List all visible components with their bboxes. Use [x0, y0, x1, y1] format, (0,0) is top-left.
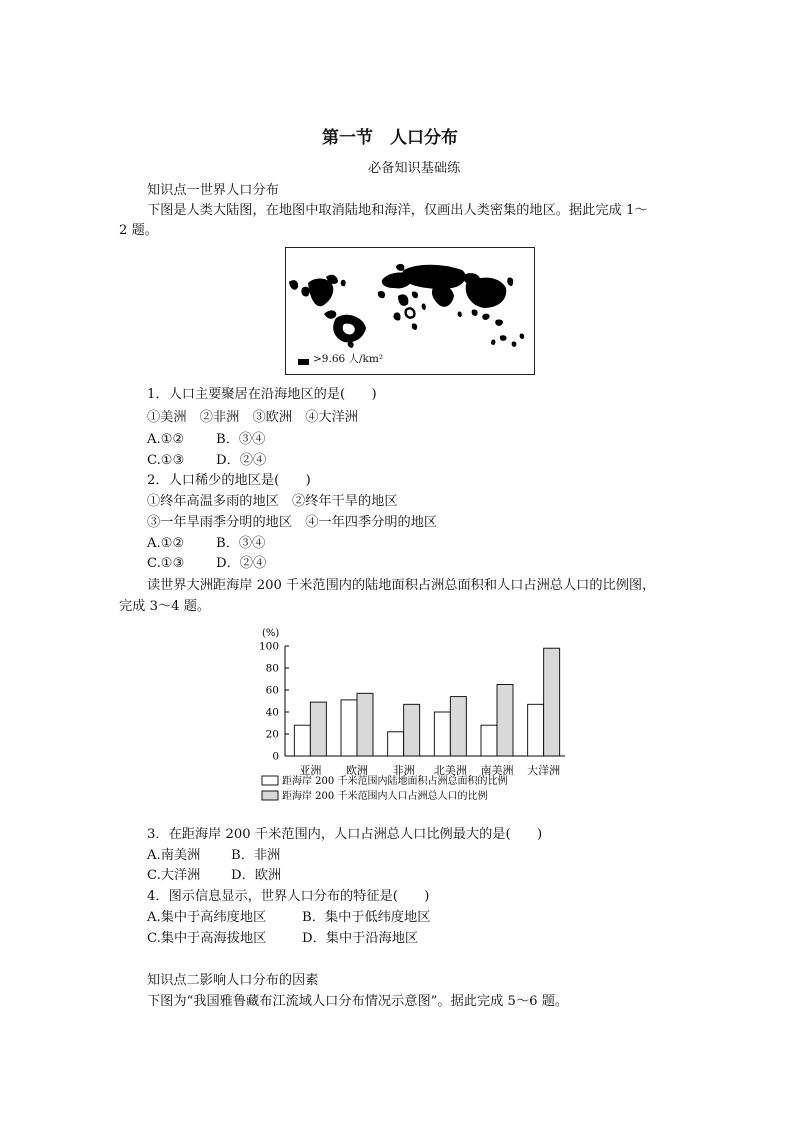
x-category-label: 大洋洲: [527, 764, 561, 777]
page-title: 第一节 人口分布: [322, 128, 458, 148]
x-category-label: 亚洲: [299, 764, 322, 777]
x-category-label: 北美洲: [433, 764, 467, 777]
bar-land-area-4: [481, 725, 497, 756]
question-4-option-b: B．集中于低纬度地区: [302, 910, 431, 925]
coastal-ratio-chart-svg: [250, 622, 580, 817]
y-tick-label: 40: [265, 706, 279, 719]
question-1-stem: 1．人口主要聚居在沿海地区的是( ): [147, 387, 377, 402]
x-category-label: 欧洲: [346, 764, 368, 777]
knowledge-point-2-heading: 知识点二影响人口分布的因素: [147, 973, 319, 988]
question-3-option-d: D．欧洲: [231, 868, 282, 883]
question-4-option-c: C.集中于高海拔地区: [147, 931, 267, 946]
population-map: [285, 247, 535, 375]
y-tick-label: 100: [258, 640, 279, 653]
question-2-option-c: C.①③: [147, 556, 185, 571]
intro-2-line-2: 完成 3～4 题。: [119, 599, 211, 614]
y-tick-label: 0: [272, 750, 279, 763]
coastal-ratio-chart: [250, 622, 580, 817]
bar-population-2: [404, 704, 420, 756]
x-category-label: 非洲: [392, 764, 415, 777]
question-1-option-d: D．②④: [216, 453, 267, 468]
legend-swatch-0: [262, 776, 278, 785]
question-3-option-b: B．非洲: [231, 848, 281, 863]
question-3-option-c: C.大洋洲: [147, 868, 201, 883]
question-4-stem: 4．图示信息显示，世界人口分布的特征是( ): [147, 889, 430, 904]
bar-population-5: [544, 648, 560, 756]
bar-population-4: [497, 685, 513, 757]
knowledge-point-1-heading: 知识点一世界人口分布: [147, 183, 279, 198]
question-2-option-d: D．②④: [216, 556, 267, 571]
y-tick-label: 60: [265, 684, 279, 697]
y-axis-label: (%): [262, 628, 280, 639]
intro-2-line-1: 读世界大洲距海岸 200 千米范围内的陆地面积占洲总面积和人口占洲总人口的比例图，: [147, 578, 656, 593]
bar-land-area-1: [341, 700, 357, 756]
bar-land-area-3: [434, 712, 450, 756]
bar-population-1: [357, 693, 373, 756]
x-category-label: 南美洲: [480, 764, 514, 777]
section-subtitle: 必备知识基础练: [368, 161, 461, 176]
question-1-option-a: A.①②: [147, 432, 185, 447]
bar-population-0: [310, 702, 326, 756]
intro-3: 下图为“我国雅鲁藏布江流域人口分布情况示意图”。据此完成 5～6 题。: [147, 994, 569, 1009]
question-2-items-line-2: ③一年旱雨季分明的地区 ④一年四季分明的地区: [147, 515, 438, 530]
intro-1-line-2: 2 题。: [119, 223, 158, 238]
question-2-stem: 2．人口稀少的地区是( ): [147, 473, 311, 488]
bar-land-area-2: [388, 732, 404, 756]
y-tick-label: 20: [265, 728, 279, 741]
question-2-option-a: A.①②: [147, 536, 185, 551]
map-legend-label: >9.66 人/km²: [313, 353, 384, 365]
y-tick-label: 80: [265, 662, 279, 675]
question-2-option-b: B．③④: [216, 536, 266, 551]
question-4-option-d: D．集中于沿海地区: [302, 931, 419, 946]
legend-label-0: 距海岸 200 千米范围内陆地面积占洲总面积的比例: [282, 776, 508, 787]
question-3-stem: 3．在距海岸 200 千米范围内，人口占洲总人口比例最大的是( ): [147, 827, 543, 842]
intro-1-line-1: 下图是人类大陆图，在地图中取消陆地和海洋，仅画出人类密集的地区。据此完成 1～: [147, 203, 648, 218]
bar-land-area-5: [528, 704, 544, 756]
legend-swatch-1: [262, 791, 278, 800]
question-4-option-a: A.集中于高纬度地区: [147, 910, 267, 925]
legend-label-1: 距海岸 200 千米范围内人口占洲总人口的比例: [282, 791, 488, 802]
question-1-items: ①美洲 ②非洲 ③欧洲 ④大洋洲: [147, 410, 358, 425]
question-3-option-a: A.南美洲: [147, 848, 201, 863]
question-1-option-c: C.①③: [147, 453, 185, 468]
question-2-items-line-1: ①终年高温多雨的地区 ②终年干旱的地区: [147, 494, 398, 509]
bar-land-area-0: [294, 725, 310, 756]
question-1-option-b: B．③④: [216, 432, 266, 447]
bar-population-3: [450, 697, 466, 756]
